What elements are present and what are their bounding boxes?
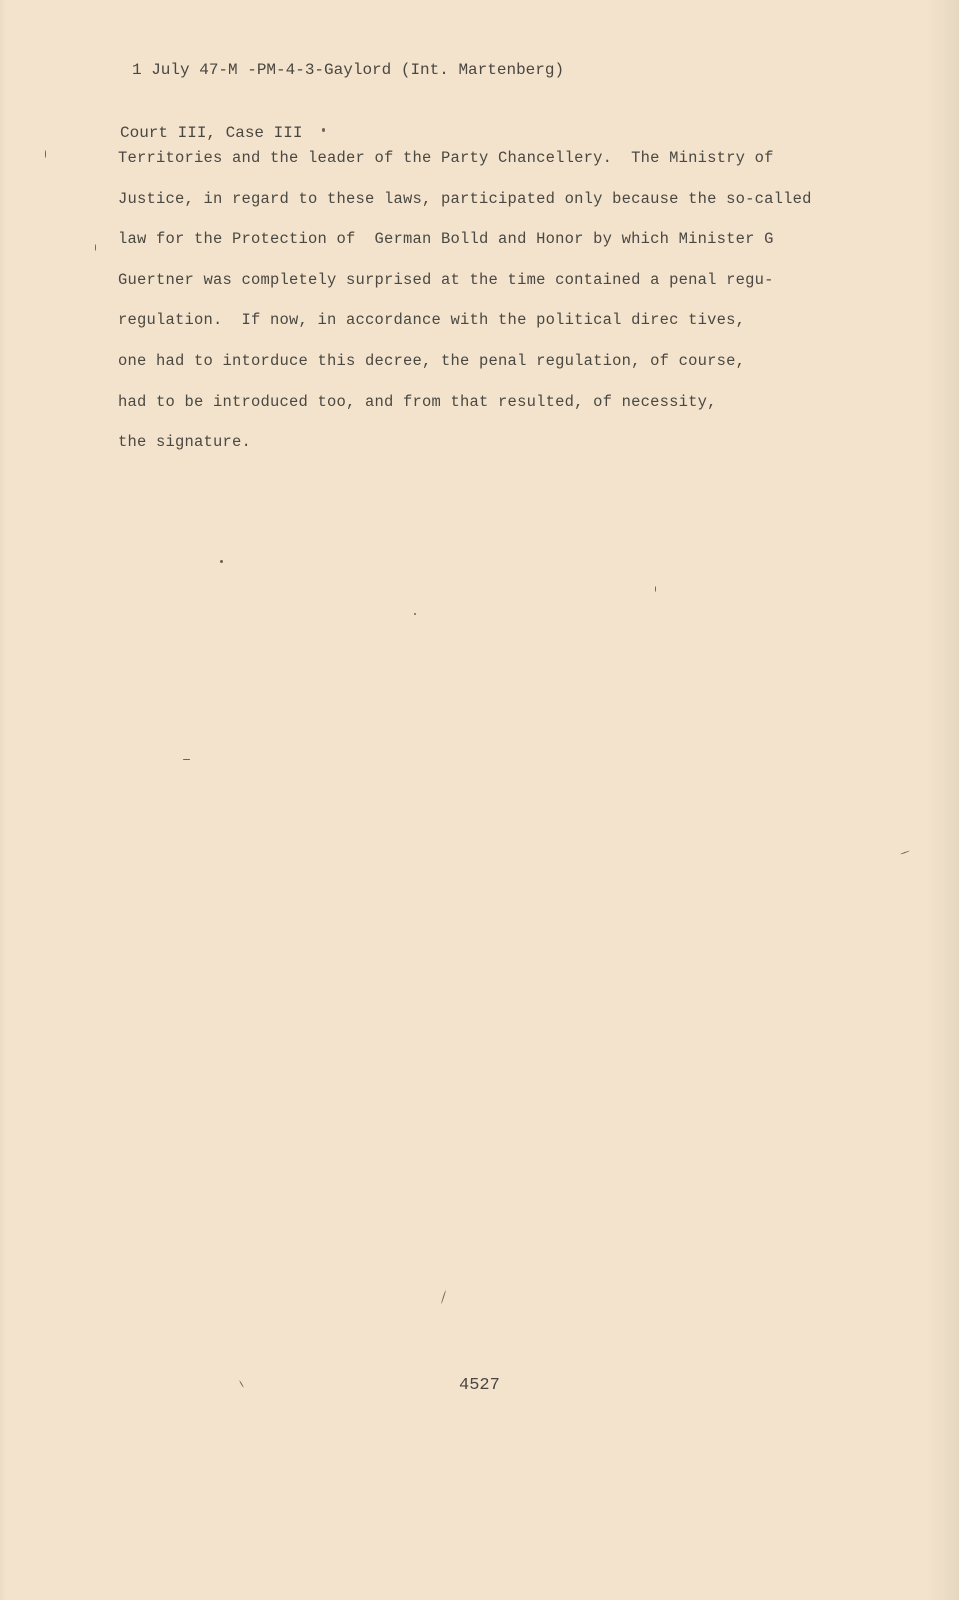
paper-speck xyxy=(441,1290,446,1304)
paper-speck xyxy=(322,128,325,132)
paper-speck xyxy=(95,244,96,251)
body-line: Justice, in regard to these laws, participated only because the so-called xyxy=(118,189,812,208)
paper-speck xyxy=(414,613,416,615)
paper-speck xyxy=(239,1380,244,1387)
paper-speck xyxy=(45,150,46,158)
body-line: the signature. xyxy=(118,433,252,452)
body-line: Guertner was completely surprised at the time contained a penal regu- xyxy=(118,270,774,289)
paper-speck xyxy=(900,850,910,854)
header-session-line: 1 July 47-M -PM-4-3-Gaylord (Int. Martenberg) xyxy=(132,61,565,79)
paper-speck xyxy=(220,560,223,563)
body-line: Territories and the leader of the Party Chancellery. The Ministry of xyxy=(118,149,774,167)
testimony-body xyxy=(118,144,878,469)
header-court-line: Court III, Case III xyxy=(120,124,303,142)
paper-speck xyxy=(655,586,656,592)
page-number: 4527 xyxy=(459,1376,500,1395)
body-line: had to be introduced too, and from that resulted, of necessity, xyxy=(118,392,717,411)
body-line: law for the Protection of German Bolld and Honor by which Minister G xyxy=(118,230,774,249)
body-line: regulation. If now, in accordance with the political direc tives, xyxy=(118,311,746,330)
paper-speck xyxy=(183,759,190,760)
body-line: one had to intorduce this decree, the penal regulation, of course, xyxy=(118,351,746,370)
